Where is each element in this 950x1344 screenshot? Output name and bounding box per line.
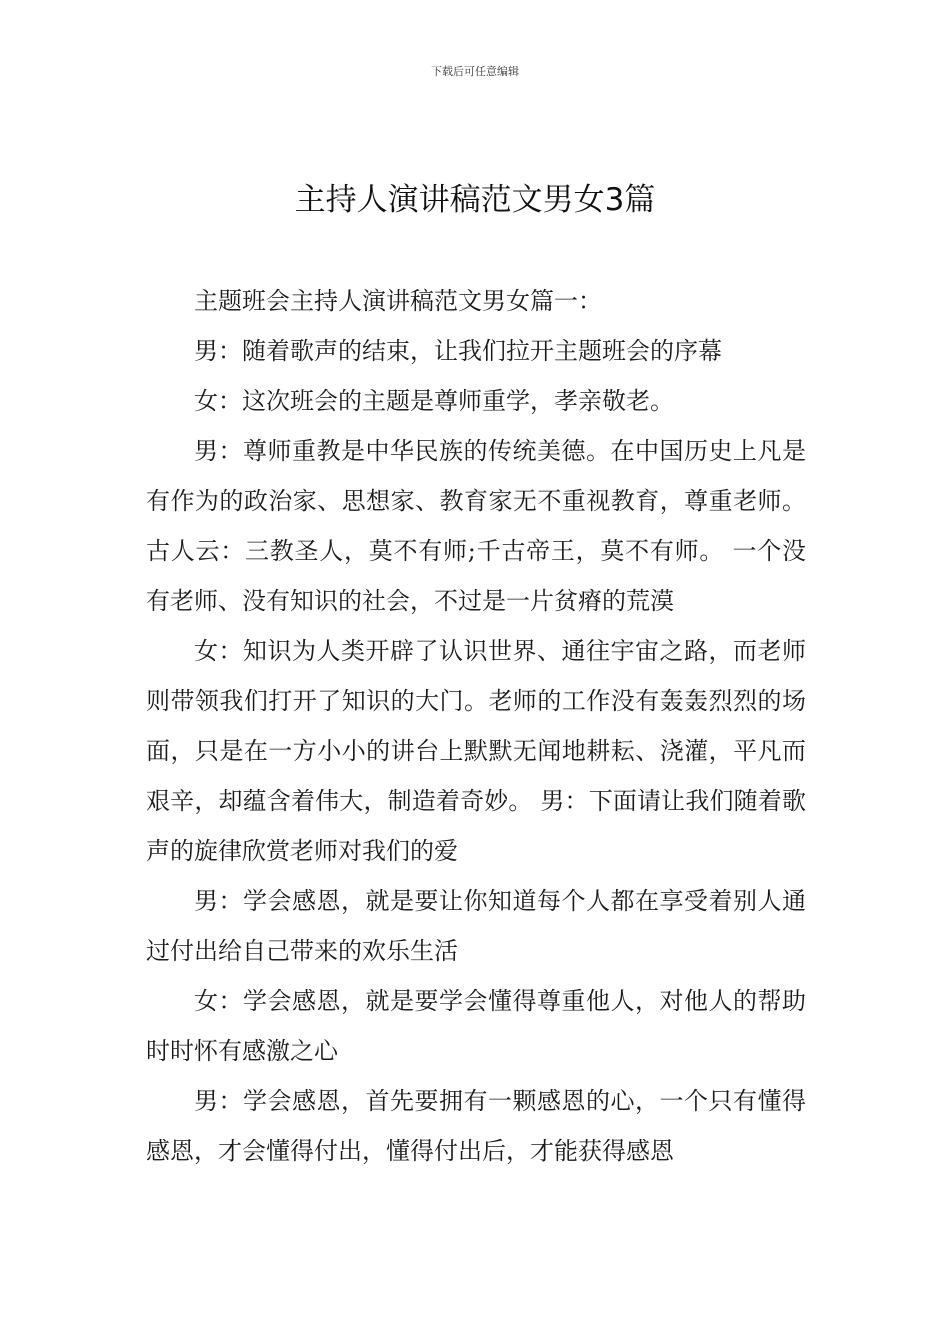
page-header-note: 下载后可任意编辑 <box>431 65 519 78</box>
paragraph: 男：学会感恩，就是要让你知道每个人都在享受着别人通过付出给自己带来的欢乐生活 <box>146 887 806 965</box>
paragraph: 男：学会感恩，首先要拥有一颗感恩的心，一个只有懂得感恩，才会懂得付出，懂得付出后，才能获得感恩 <box>146 1087 806 1165</box>
paragraph: 女：知识为人类开辟了认识世界、通往宇宙之路，而老师则带领我们打开了知识的大门。老师的工作没有轰轰烈烈的场面，只是在一方小小的讲台上默默无闻地耕耘、浇灌，平凡而艰辛，却蕴含着伟大，制造着奇妙。 男：下面请让我们随着歌声的旋律欣赏老师对我们的爱 <box>146 637 806 865</box>
document-title: 主持人演讲稿范文男女3篇 <box>294 182 656 218</box>
paragraph: 男：尊师重教是中华民族的传统美德。在中国历史上凡是有作为的政治家、思想家、教育家无不重视教育，尊重老师。古人云：三教圣人，莫不有师;千古帝王，莫不有师。 一个没有老师、没有知识的社会，不过是一片贫瘠的荒漠 <box>146 437 806 615</box>
paragraph: 女：这次班会的主题是尊师重学，孝亲敬老。 <box>194 387 674 415</box>
document-body <box>146 276 806 1176</box>
paragraph-section-heading: 主题班会主持人演讲稿范文男女篇一： <box>194 287 602 315</box>
paragraph: 女：学会感恩，就是要学会懂得尊重他人，对他人的帮助时时怀有感激之心 <box>146 987 806 1065</box>
paragraph: 男：随着歌声的结束，让我们拉开主题班会的序幕 <box>194 337 722 365</box>
